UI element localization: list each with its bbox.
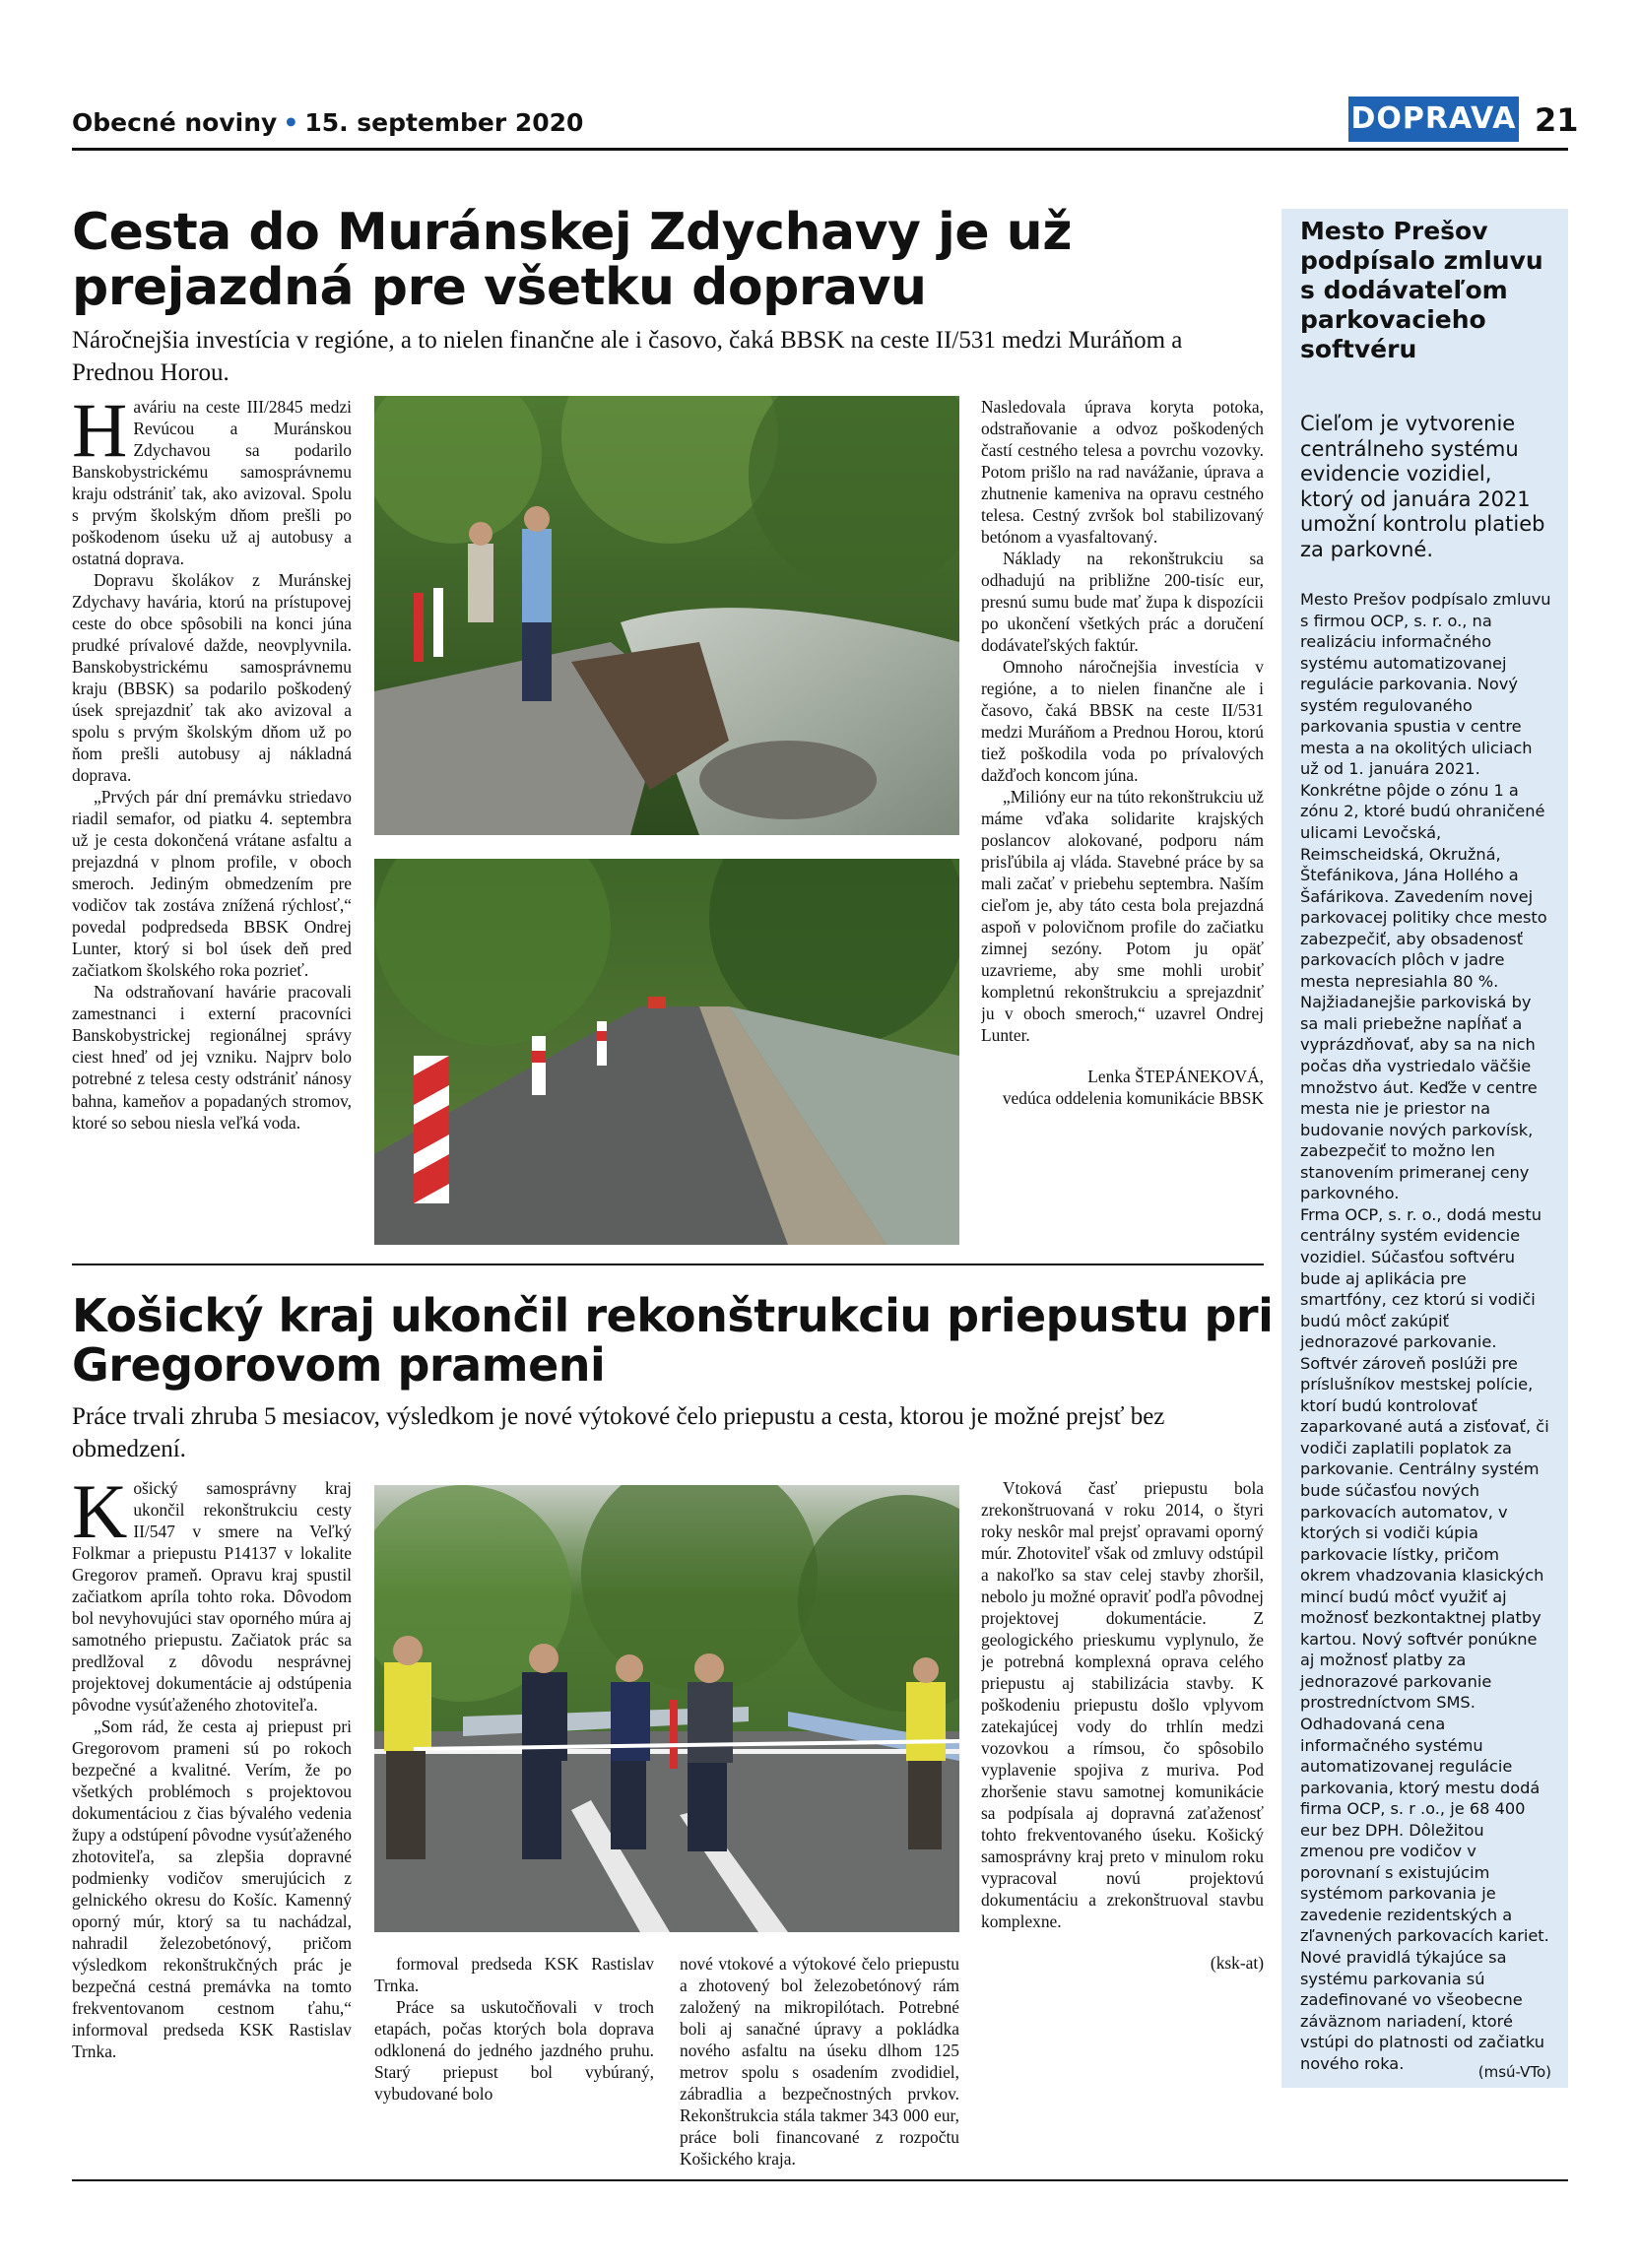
article2-column-3	[680, 1953, 959, 2170]
article2-paragraph: Práce sa uskutočňovali v troch etapách, počas ktorých bola doprava odklonená do jedného jazdného pruhu. Starý priepust bol vybúraný, vybudované bolo	[374, 1997, 654, 2105]
sidebar-lead: Cieľom je vytvorenie centrálneho systému evidencie vozidiel, ktorý od januára 2021 umožní kontrolu platieb za parkovné.	[1300, 412, 1545, 562]
article2-column-2	[374, 1953, 654, 2170]
page-number: 21	[1535, 101, 1579, 139]
bottom-divider	[72, 2179, 1568, 2181]
article2-title: Košický kraj ukončil rekonštrukciu priepustu pri Gregorovom prameni	[72, 1289, 1274, 1392]
issue-date: 15. september 2020	[304, 108, 584, 137]
article1-paragraph: Omnoho náročnejšia investícia v regióne, a to nielen finančne ale i časovo, čaká BBSK na ceste II/531 medzi Muráňom a Prednou Horou, ktorú tiež poškodila voda po prívalových dažďoch koncom júna.	[981, 657, 1264, 786]
sidebar-body	[1300, 589, 1551, 2074]
article2-column-4	[981, 1477, 1264, 2167]
sidebar-paragraph: Mesto Prešov podpísalo zmluvu s firmou OCP, s. r. o., na realizáciu informačného systému automatizovanej regulácie parkovania. Nový systém regulovaného parkovania spustia v centre mesta a na okolitých uliciach už od 1. januára 2021. Konkrétne pôjde o zónu 1 a zónu 2, ktoré budú ohraničené ulicami Levočská, Reimscheidská, Okružná, Štefánikova, Jána Hollého a Šafárikova. Zavedením novej parkovacej politiky chce mesto zabezpečiť, aby obsadenosť parkovacích plôch v jadre mesta nepresiahla 80 %. Najžiadanejšie parkoviská by sa mali priebežne napĺňať a vyprázdňovať, aby sa na nich počas dňa vystriedalo väčšie množstvo áut. Keďže v centre mesta nie je priestor na budovanie nových parkovísk, zabezpečiť to možno len stanovením primeranej ceny parkovného.	[1300, 590, 1551, 1203]
top-divider	[72, 148, 1568, 151]
sidebar-title: Mesto Prešov podpísalo zmluvu s dodávateľom parkovacieho softvéru	[1300, 217, 1543, 363]
sidebar-author: (msú-VTo)	[1477, 2063, 1551, 2081]
article1-paragraph: „Milióny eur na túto rekonštrukciu už máme vďaka solidarite krajských poslancov alokované, podporu nám prisľúbila aj vláda. Stavebné práce by sa mali začať v priebehu septembra. Naším cieľom je, aby táto cesta bola prejazdná aspoň v polovičnom profile do začiatku zimnej sezóny. Potom ju opäť uzavrieme, aby sme mohli urobiť kompletnú rekonštrukciu a sprejazdniť ju v oboch smeroch,“ uzavrel Ondrej Lunter.	[981, 787, 1264, 1046]
article1-paragraph: Dopravu školákov z Muránskej Zdychavy havária, ktorú na prístupovej ceste do obce spôsobili na konci júna prudké prívalové dažde, neovplyvnila. Banskobystrickému samosprávnemu kraju (BBSK) sa podarilo poškodený úsek sprejazdniť tak ako avizoval a spolu s prvým školským dňom už po ňom prešli autobusy aj nákladná doprava.	[72, 570, 352, 786]
header-separator: •	[283, 108, 299, 137]
article2-paragraph: „Som rád, že cesta aj priepust pri Gregorovom prameni sú po rokoch bezpečné a kvalitné. Verím, že po všetkých problémoch s projektovou dokumentáciou z čias bývalého vedenia župy a odstúpení pôvodne vysúťaženého zhotoviteľa, sa zlepšia dopravné podmienky vodičov smerujúcich z gelnického okresu do Košíc. Kamenný oporný múr, ktorý sa tu nachádzal, nahradil železobetónový, pričom výsledkom rekonštrukčných prác je bezpečná cestná premávka na tomto frekventovanom cestnom ťahu,“ informoval predseda KSK Rastislav Trnka.	[72, 1717, 352, 2062]
publication-name: Obecné noviny	[72, 108, 278, 137]
article2-dropcap: K	[72, 1477, 128, 1554]
article1-paragraph: Haváriu na ceste III/2845 medzi Revúcou a Muránskou Zdychavou sa podarilo Banskobystrickému samosprávnemu kraju odstrániť tak, ako avizoval. Spolu s prvým školským dňom prešli po poškodenom úseku už aj autobusy a ostatná doprava.	[72, 396, 352, 569]
article2-lead: Práce trvali zhruba 5 mesiacov, výsledkom je nové výtokové čelo priepustu a cesta, ktorou je možné prejsť bez obmedzení.	[72, 1403, 1165, 1462]
article2-paragraph: Košický samosprávny kraj ukončil rekonštrukciu cesty II/547 v smere na Veľký Folkmar a priepustu P14137 v lokalite Gregorov prameň. Opravu kraj spustil začiatkom apríla tohto roka. Dôvodom bol nevyhovujúci stav oporného múra aj samotného priepustu. Začiatok prác sa predlžoval z dôvodu nesprávnej projektovej dokumentácie aj odstúpenia pôvodne vysúťaženého zhotoviteľa.	[72, 1477, 352, 1716]
article1-dropcap: H	[72, 396, 128, 473]
article-divider	[72, 1264, 1264, 1265]
article1-photo-damaged-road	[374, 396, 959, 835]
article1-column-1	[72, 396, 352, 1243]
section-label: DOPRAVA	[1348, 97, 1519, 142]
article1-paragraph: „Prvých pár dní premávku striedavo riadil semafor, od piatku 4. septembra už je cesta dokončená vrátane asfaltu a prejazdná v plnom profile, v oboch smeroch. Jediným obmedzením pre vodičov tak zostáva znížená rýchlosť,“ povedal podpredseda BBSK Ondrej Lunter, ktorý si bol úsek deň pred začiatkom školského roka pozrieť.	[72, 787, 352, 981]
sidebar-paragraph: Frma OCP, s. r. o., dodá mestu centrálny systém evidencie vozidiel. Súčasťou softvéru bude aj aplikácia pre smartfóny, cez ktorú si vodiči budú môcť zakúpiť jednorazové parkovanie. Softvér zároveň poslúži pre príslušníkov mestskej polície, ktorí budú kontrolovať zaparkované autá a zisťovať, či vodiči zaplatili poplatok za parkovanie. Centrálny systém bude súčasťou nových parkovacích automatov, v ktorých si vodiči kúpia parkovacie lístky, pričom okrem vhadzovania klasických mincí budú môcť využiť aj možnosť bezkontaktnej platby kartou. Nový softvér ponúkne aj možnosť platby za jednorazové parkovanie prostredníctvom SMS. Odhadovaná cena informačného systému automatizovanej regulácie parkovania, ktorý mestu dodá firma OCP, s. r .o., je 68 400 eur bez DPH. Dôležitou zmenou pre vodičov v porovnaní s existujúcim systémom parkovania je zavedenie rezidentských a zľavnených parkovacích kariet. Nové pravidlá týkajúce sa systému parkovania sú zadefinované vo všeobecne záväznom nariadení, ktoré vstúpi do platnosti od začiatku nového roka.	[1300, 1204, 1549, 2073]
article1-lead: Náročnejšia investícia v regióne, a to nielen finančne ale i časovo, čaká BBSK na ceste II/531 medzi Muráňom a Prednou Horou.	[72, 327, 1183, 386]
article2-paragraph: formoval predseda KSK Rastislav Trnka.	[374, 1954, 654, 1996]
article2-column-1	[72, 1477, 352, 2167]
article1-photo-repaired-road	[374, 859, 959, 1245]
article1-title: Cesta do Muránskej Zdychavy je už prejazdná pre všetku dopravu	[72, 203, 1072, 318]
article1-paragraph: Nasledovala úprava koryta potoka, odstraňovanie a odvoz poškodených častí cestného telesa a povrchu vozovky. Potom prišlo na rad navážanie, úprava a zhutnenie kameniva na opravu cestného telesa. Cestný zvršok bol stabilizovaný betónom a vyasfaltovaný.	[981, 397, 1264, 548]
article1-author-role: vedúca oddelenia komunikácie BBSK	[1002, 1088, 1264, 1109]
article1-column-3	[981, 396, 1264, 1243]
article1-author: Lenka ŠTEPÁNEKOVÁ, vedúca oddelenia komunikácie BBSK	[1002, 1067, 1264, 1109]
article2-photo-ribbon-cutting	[374, 1485, 959, 1932]
article1-paragraph: Na odstraňovaní havárie pracovali zamestnanci i externí pracovníci Banskobystrickej regionálnej správy ciest hneď od jej vzniku. Najprv bolo potrebné z telesa cesty odstrániť nánosy bahna, kameňov a popadaných stromov, ktoré so sebou niesla veľká voda.	[72, 982, 352, 1133]
header-publication-line	[72, 108, 583, 137]
article1-paragraph: Náklady na rekonštrukciu sa odhadujú na približne 200-tisíc eur, presnú sumu bude mať župa k dispozícii po ukončení všetkých prác a doručení dodávateľských faktúr.	[981, 549, 1264, 656]
article2-paragraph: nové vtokové a výtokové čelo priepustu a zhotovený bol železobetónový rám založený na mikropilótach. Potrebné boli aj sanačné úpravy a pokládka nového asfaltu na úseku dlhom 125 metrov spolu s osadením zvodidiel, zábradlia a bezpečnostných prvkov. Rekonštrukcia stála takmer 343 000 eur, práce boli financované z rozpočtu Košického kraja.	[680, 1954, 959, 2170]
article2-author: (ksk-at)	[1210, 1953, 1264, 1974]
article2-paragraph: Vtoková časť priepustu bola zrekonštruovaná v roku 2014, o štyri roky neskôr mal prejsť opravami oporný múr. Zhotoviteľ však od zmluvy odstúpil a nakoľko sa stav celej stavby zhoršil, nebolo ju možné opraviť podľa pôvodnej projektovej dokumentácie. Z geologického prieskumu vyplynulo, že je potrebná komplexná oprava celého priepustu aj stabilizácia stavby. K poškodeniu priepustu došlo vplyvom zatekajúcej vody do trhlín medzi vozovkou a rímsou, čo spôsobilo vyplavenie spojiva z muriva. Pod zhoršenie stavu samotnej komunikácie sa podpísala aj dopravná zaťaženosť tohto frekventovaného úseku. Košický samosprávny kraj preto v minulom roku vypracoval novú projektovú dokumentáciu a zrekonštruoval stavbu komplexne.	[981, 1478, 1264, 1932]
